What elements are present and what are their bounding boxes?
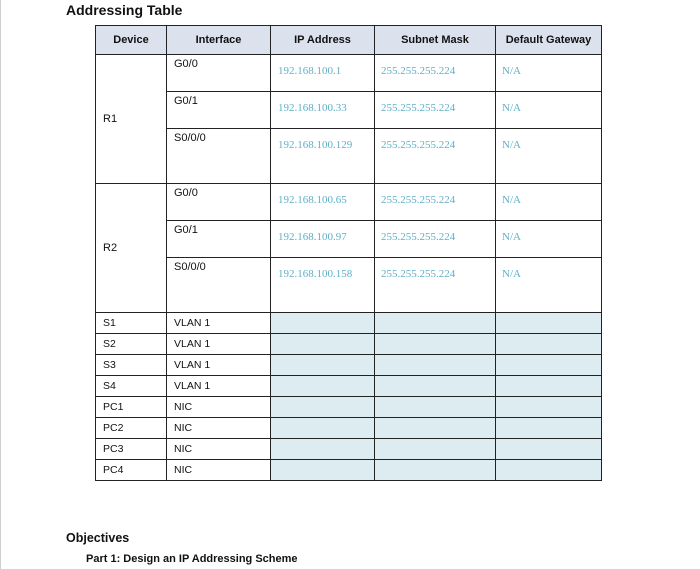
gateway-cell: N/A: [496, 129, 602, 184]
table-row: [96, 376, 602, 397]
interface-cell: S0/0/0: [167, 129, 271, 184]
device-cell: S3: [96, 355, 167, 376]
interface-cell: NIC: [167, 439, 271, 460]
header-subnet-mask: Subnet Mask: [375, 26, 496, 55]
gateway-input-cell[interactable]: [496, 418, 602, 439]
mask-input-cell[interactable]: [375, 397, 496, 418]
interface-cell: VLAN 1: [167, 376, 271, 397]
mask-input-cell[interactable]: [375, 439, 496, 460]
device-cell: PC4: [96, 460, 167, 481]
gateway-input-cell[interactable]: [496, 376, 602, 397]
interface-cell: S0/0/0: [167, 258, 271, 313]
device-cell: PC1: [96, 397, 167, 418]
interface-cell: G0/0: [167, 184, 271, 221]
table-row: [96, 55, 602, 92]
header-row: [96, 26, 602, 55]
mask-input-cell[interactable]: [375, 418, 496, 439]
table-row: [96, 355, 602, 376]
addressing-table: [95, 25, 602, 481]
device-cell: R2: [96, 184, 167, 313]
ip-cell: 192.168.100.97: [271, 221, 375, 258]
page-edge: [0, 0, 1, 569]
header-ip-address: IP Address: [271, 26, 375, 55]
table-row: [96, 313, 602, 334]
table-row: [96, 418, 602, 439]
gateway-cell: N/A: [496, 258, 602, 313]
gateway-cell: N/A: [496, 55, 602, 92]
interface-cell: NIC: [167, 397, 271, 418]
table-row: [96, 129, 602, 184]
table-row: [96, 397, 602, 418]
interface-cell: NIC: [167, 418, 271, 439]
mask-cell: 255.255.255.224: [375, 92, 496, 129]
ip-input-cell[interactable]: [271, 313, 375, 334]
interface-cell: NIC: [167, 460, 271, 481]
header-default-gateway: Default Gateway: [496, 26, 602, 55]
device-cell: S1: [96, 313, 167, 334]
ip-cell: 192.168.100.129: [271, 129, 375, 184]
device-cell: PC2: [96, 418, 167, 439]
table-row: [96, 334, 602, 355]
mask-cell: 255.255.255.224: [375, 129, 496, 184]
gateway-cell: N/A: [496, 184, 602, 221]
gateway-input-cell[interactable]: [496, 334, 602, 355]
mask-input-cell[interactable]: [375, 376, 496, 397]
ip-input-cell[interactable]: [271, 397, 375, 418]
ip-input-cell[interactable]: [271, 355, 375, 376]
mask-cell: 255.255.255.224: [375, 184, 496, 221]
gateway-input-cell[interactable]: [496, 460, 602, 481]
table-row: [96, 92, 602, 129]
interface-cell: G0/1: [167, 221, 271, 258]
objectives-heading: Objectives: [66, 531, 130, 545]
mask-input-cell[interactable]: [375, 313, 496, 334]
mask-cell: 255.255.255.224: [375, 221, 496, 258]
device-cell: S4: [96, 376, 167, 397]
device-cell: R1: [96, 55, 167, 184]
interface-cell: VLAN 1: [167, 334, 271, 355]
ip-input-cell[interactable]: [271, 334, 375, 355]
ip-cell: 192.168.100.33: [271, 92, 375, 129]
mask-cell: 255.255.255.224: [375, 258, 496, 313]
ip-input-cell[interactable]: [271, 439, 375, 460]
ip-cell: 192.168.100.1: [271, 55, 375, 92]
table-title: Addressing Table: [66, 2, 183, 18]
ip-cell: 192.168.100.65: [271, 184, 375, 221]
interface-cell: G0/1: [167, 92, 271, 129]
header-interface: Interface: [167, 26, 271, 55]
device-cell: S2: [96, 334, 167, 355]
interface-cell: G0/0: [167, 55, 271, 92]
table-row: [96, 184, 602, 221]
ip-cell: 192.168.100.158: [271, 258, 375, 313]
interface-cell: VLAN 1: [167, 355, 271, 376]
table-row: [96, 460, 602, 481]
table-row: [96, 258, 602, 313]
table-row: [96, 439, 602, 460]
ip-input-cell[interactable]: [271, 460, 375, 481]
mask-input-cell[interactable]: [375, 355, 496, 376]
interface-cell: VLAN 1: [167, 313, 271, 334]
mask-cell: 255.255.255.224: [375, 55, 496, 92]
ip-input-cell[interactable]: [271, 418, 375, 439]
gateway-cell: N/A: [496, 92, 602, 129]
ip-input-cell[interactable]: [271, 376, 375, 397]
gateway-cell: N/A: [496, 221, 602, 258]
header-device: Device: [96, 26, 167, 55]
mask-input-cell[interactable]: [375, 334, 496, 355]
part1-heading: Part 1: Design an IP Addressing Scheme: [86, 553, 298, 565]
mask-input-cell[interactable]: [375, 460, 496, 481]
gateway-input-cell[interactable]: [496, 397, 602, 418]
gateway-input-cell[interactable]: [496, 355, 602, 376]
gateway-input-cell[interactable]: [496, 439, 602, 460]
device-cell: PC3: [96, 439, 167, 460]
table-row: [96, 221, 602, 258]
gateway-input-cell[interactable]: [496, 313, 602, 334]
